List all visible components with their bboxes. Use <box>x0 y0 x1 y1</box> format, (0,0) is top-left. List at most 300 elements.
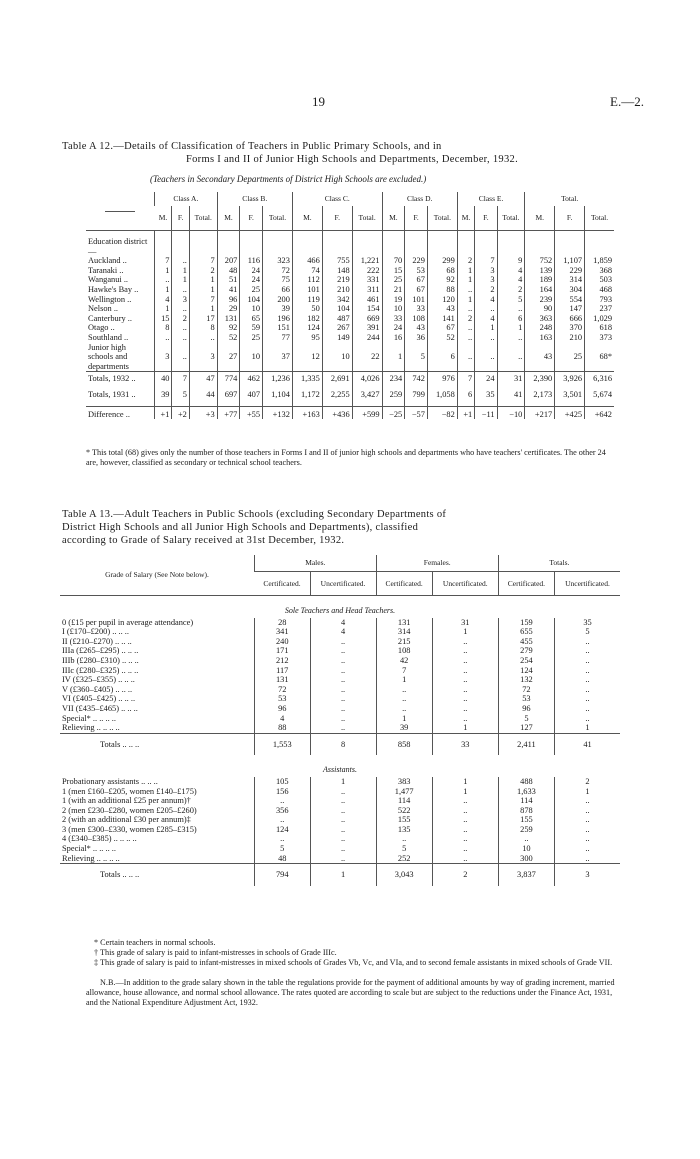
table-cell: 210 <box>322 285 352 295</box>
class-b-header: Class B. <box>217 192 292 206</box>
table-row <box>60 627 620 637</box>
totals-1931-row <box>86 390 614 406</box>
table-cell: 304 <box>555 285 585 295</box>
table-cell: 311 <box>352 285 382 295</box>
table-cell: 15 <box>382 266 405 276</box>
table-cell: 1,477 <box>376 787 432 797</box>
table-cell: 112 <box>292 275 322 285</box>
table-cell: 7 <box>189 256 217 266</box>
table-cell: 108 <box>405 314 428 324</box>
table-a12-footnote: * This total (68) gives only the number of those teachers in Forms I and II of junior high schools and departments who have teachers' certificates. The other 24 are, however, classified as secondary or technical school teachers. <box>86 448 606 467</box>
table-cell: 1 <box>310 777 376 787</box>
table-cell: 742 <box>405 372 428 390</box>
table-cell: 96 <box>217 295 240 305</box>
table-cell: 116 <box>240 256 263 266</box>
row-label: Nelson .. <box>88 304 119 314</box>
table-cell: .. <box>555 825 621 835</box>
table-cell: −57 <box>405 406 428 419</box>
table-cell: 5 <box>498 714 554 724</box>
table-cell: .. <box>155 275 172 285</box>
sub-header-cell: M. <box>457 206 474 231</box>
table-cell: 4,026 <box>352 372 382 390</box>
totals-header: Totals. <box>498 555 620 572</box>
table-cell: 77 <box>263 333 293 343</box>
table-cell: 3 <box>172 295 189 305</box>
table-cell: +1 <box>155 406 172 419</box>
table-cell: 7 <box>172 372 189 390</box>
grade-header: Grade of Salary (See Note below). <box>60 555 255 596</box>
table-cell: .. <box>172 256 189 266</box>
table-cell: 135 <box>376 825 432 835</box>
table-cell: 1,107 <box>555 256 585 266</box>
table-cell: .. <box>432 806 498 816</box>
table-cell: 33 <box>432 733 498 755</box>
table-cell: −25 <box>382 406 405 419</box>
table-row <box>86 266 614 276</box>
table-cell: 2 <box>457 256 474 266</box>
table-cell: 108 <box>376 646 432 656</box>
table-cell: 53 <box>405 266 428 276</box>
class-c-header: Class C. <box>292 192 382 206</box>
table-a12-title: Table A 12.—Details of Classification of Teachers in Public Primary Schools, and in Forms I and II of Junior High Schools and Departments, December, 1932. <box>62 141 518 165</box>
row-label: II (£210–£270) .. .. .. <box>62 636 132 646</box>
table-cell: 1 <box>155 285 172 295</box>
note-0: * Certain teachers in normal schools. <box>94 938 216 947</box>
table-cell: 59 <box>240 323 263 333</box>
table-cell: 461 <box>352 295 382 305</box>
table-cell: 6 <box>497 314 525 324</box>
table-cell: 5,674 <box>585 390 614 406</box>
table-cell: 3,926 <box>555 372 585 390</box>
table-cell: 5 <box>405 343 428 372</box>
table-cell: 1 <box>155 304 172 314</box>
sub-header-cell: Uncertificated. <box>555 572 621 596</box>
table-cell: 67 <box>405 285 428 295</box>
table-cell: 554 <box>555 295 585 305</box>
table-cell: 33 <box>405 304 428 314</box>
table-cell: .. <box>432 844 498 854</box>
table-cell: .. <box>555 694 621 704</box>
table-cell: 3 <box>555 864 621 886</box>
section-label-row <box>86 231 614 257</box>
sub-header-cell: Uncertificated. <box>432 572 498 596</box>
table-cell: .. <box>432 637 498 647</box>
table-cell: .. <box>310 675 376 685</box>
table-cell: .. <box>310 806 376 816</box>
table-cell: 331 <box>352 275 382 285</box>
table-cell: 522 <box>376 806 432 816</box>
table-cell: 244 <box>352 333 382 343</box>
table-cell: .. <box>310 666 376 676</box>
table-cell: .. <box>310 714 376 724</box>
table-cell: 96 <box>255 704 311 714</box>
table-cell: 75 <box>263 275 293 285</box>
table-cell: 1 <box>555 787 621 797</box>
table-cell: 666 <box>555 314 585 324</box>
table-cell: 300 <box>498 854 554 864</box>
table-cell: 2,411 <box>498 733 554 755</box>
table-cell: 215 <box>376 637 432 647</box>
table-cell: 1 <box>172 266 189 276</box>
note-2: ‡ This grade of salary is paid to infant-mistresses in mixed schools of Grades Vb, Vc, and VIa, and to second female assistants in mixed schools of Grade VII. <box>94 958 613 967</box>
table-cell: .. <box>432 834 498 844</box>
table-cell: 1,553 <box>255 733 311 755</box>
table-cell: 1 <box>155 266 172 276</box>
row-label: 2 (with an additional £30 per annum)‡ <box>62 815 191 825</box>
table-cell: 156 <box>255 787 311 797</box>
table-cell: 368 <box>585 266 614 276</box>
table-cell: 697 <box>217 390 240 406</box>
table-cell: .. <box>310 723 376 733</box>
row-label: 0 (£15 per pupil in average attendance) <box>62 617 194 627</box>
table-cell: 25 <box>555 343 585 372</box>
table-cell: 40 <box>155 372 172 390</box>
table-cell: .. <box>555 685 621 695</box>
table-cell: 466 <box>292 256 322 266</box>
row-label: Relieving .. .. .. .. <box>62 853 120 863</box>
table-cell: 1,058 <box>427 390 457 406</box>
table-row <box>60 787 620 797</box>
row-label: Auckland .. <box>88 256 127 266</box>
table-cell: 229 <box>555 266 585 276</box>
table-cell: .. <box>555 714 621 724</box>
table-cell: +599 <box>352 406 382 419</box>
table-cell: 39 <box>263 304 293 314</box>
table-cell: 356 <box>255 806 311 816</box>
totals-row <box>60 733 620 755</box>
table-cell: .. <box>310 685 376 695</box>
table-cell: +1 <box>457 406 474 419</box>
row-label: Wellington .. <box>88 294 132 304</box>
table-cell: 1,236 <box>263 372 293 390</box>
table-cell: 240 <box>255 637 311 647</box>
table-cell: 42 <box>376 656 432 666</box>
sub-header-cell: Certificated. <box>498 572 554 596</box>
row-label: Totals .. .. .. <box>60 733 255 755</box>
difference-row <box>86 406 614 419</box>
section-row <box>60 596 620 618</box>
note-3: N.B.—In addition to the grade salary shown in the table the regulations provide for the payment of additional amounts by way of grading increment, married allowance, house allowance, and normal school allowance. The rates quoted are according to scale but are subject to the reductions under the Finance Act, 1931, and the National Expenditure Adjustment Act, 1932. <box>86 978 615 1007</box>
table-cell: .. <box>432 815 498 825</box>
table-cell: 503 <box>585 275 614 285</box>
table-cell: .. <box>555 675 621 685</box>
table-cell: 3 <box>475 275 497 285</box>
table-cell: 383 <box>376 777 432 787</box>
table-cell: .. <box>555 704 621 714</box>
sub-header-cell: M. <box>382 206 405 231</box>
table-cell: 21 <box>382 285 405 295</box>
table-cell: 88 <box>255 723 311 733</box>
table-row <box>86 295 614 305</box>
table-cell: 5 <box>376 844 432 854</box>
row-label: 3 (men £300–£330, women £285–£315) <box>62 824 197 834</box>
table-cell: +163 <box>292 406 322 419</box>
table-cell: .. <box>555 854 621 864</box>
sub-header-row <box>86 206 614 231</box>
table-cell: 1 <box>497 323 525 333</box>
sub-header-cell: F. <box>555 206 585 231</box>
sub-header-cell: M. <box>292 206 322 231</box>
table-cell: 3 <box>189 343 217 372</box>
sub-header-cell: F. <box>405 206 428 231</box>
table-cell: .. <box>457 323 474 333</box>
row-label: Otago .. <box>88 323 115 333</box>
table-cell: .. <box>310 637 376 647</box>
table-cell: 259 <box>382 390 405 406</box>
table-a13 <box>60 555 620 886</box>
table-row <box>60 796 620 806</box>
sub-header-cell: Total. <box>585 206 614 231</box>
table-cell: 7 <box>376 666 432 676</box>
table-cell: 1 <box>432 777 498 787</box>
table-row <box>86 285 614 295</box>
table-cell: 119 <box>292 295 322 305</box>
row-label: V (£360–£405) .. .. .. <box>62 684 133 694</box>
table-cell: 4 <box>497 266 525 276</box>
table-cell: 455 <box>498 637 554 647</box>
table-cell: .. <box>172 323 189 333</box>
district-header <box>86 192 155 231</box>
table-cell: .. <box>457 285 474 295</box>
table-cell: .. <box>310 844 376 854</box>
table-cell: 72 <box>255 685 311 695</box>
table-cell: .. <box>310 815 376 825</box>
table-cell: 237 <box>585 304 614 314</box>
table-cell: 3,043 <box>376 864 432 886</box>
table-cell: .. <box>498 834 554 844</box>
row-label: Southland .. <box>88 332 129 342</box>
table-cell: 25 <box>240 285 263 295</box>
table-cell: 88 <box>427 285 457 295</box>
table-cell: .. <box>310 694 376 704</box>
table-cell: 25 <box>240 333 263 343</box>
table-cell: .. <box>255 796 311 806</box>
table-cell: 4 <box>155 295 172 305</box>
table-cell: 148 <box>322 266 352 276</box>
table-cell: 4 <box>310 627 376 637</box>
table-cell: −11 <box>475 406 497 419</box>
table-cell: 7 <box>155 256 172 266</box>
table-cell: 407 <box>240 390 263 406</box>
table-cell: 9 <box>497 256 525 266</box>
table-cell: 342 <box>322 295 352 305</box>
table-cell: +55 <box>240 406 263 419</box>
table-cell: 618 <box>585 323 614 333</box>
table-cell: 95 <box>292 333 322 343</box>
table-row <box>60 777 620 787</box>
note-1: † This grade of salary is paid to infant-mistresses in schools of Grade IIIc. <box>94 948 337 957</box>
table-cell: 7 <box>189 295 217 305</box>
table-cell: .. <box>432 666 498 676</box>
table-cell: 200 <box>263 295 293 305</box>
table-cell: 229 <box>405 256 428 266</box>
table-row <box>60 666 620 676</box>
row-label: 2 (men £230–£280, women £205–£260) <box>62 805 197 815</box>
table-row <box>86 314 614 324</box>
table-cell: 1 <box>189 304 217 314</box>
table-cell: .. <box>497 304 525 314</box>
table-cell: 323 <box>263 256 293 266</box>
table-cell: 141 <box>427 314 457 324</box>
table-cell: .. <box>432 685 498 695</box>
row-label: 1 (men £160–£205, women £140–£175) <box>62 786 197 796</box>
table-cell: 39 <box>376 723 432 733</box>
table-cell: .. <box>555 656 621 666</box>
table-row <box>86 323 614 333</box>
table-cell: 24 <box>475 372 497 390</box>
table-cell: .. <box>555 666 621 676</box>
row-label: Totals, 1932 .. <box>86 372 155 390</box>
table-cell: 468 <box>585 285 614 295</box>
table-cell: 196 <box>263 314 293 324</box>
table-cell: 1 <box>376 714 432 724</box>
table-cell: 24 <box>382 323 405 333</box>
table-cell: +425 <box>555 406 585 419</box>
table-cell: 4 <box>497 275 525 285</box>
table-cell: .. <box>310 646 376 656</box>
table-cell: 2 <box>432 864 498 886</box>
table-cell: .. <box>475 343 497 372</box>
table-cell: 72 <box>263 266 293 276</box>
row-label: IIIc (£280–£325) .. .. .. <box>62 665 139 675</box>
sub-header-cell: Total. <box>427 206 457 231</box>
table-cell: .. <box>475 333 497 343</box>
table-cell: 47 <box>189 372 217 390</box>
row-label: Probationary assistants .. .. .. <box>62 776 158 786</box>
table-cell: 858 <box>376 733 432 755</box>
page-code: E.—2. <box>610 94 644 109</box>
table-row <box>60 685 620 695</box>
table-cell: 28 <box>255 618 311 628</box>
table-cell: 222 <box>352 266 382 276</box>
table-cell: 92 <box>427 275 457 285</box>
table-cell: 10 <box>322 343 352 372</box>
table-cell: .. <box>432 694 498 704</box>
row-label: Junior high schools and departments <box>88 342 129 371</box>
sub-header-cell: F. <box>475 206 497 231</box>
table-cell: 3,427 <box>352 390 382 406</box>
table-cell: 139 <box>525 266 555 276</box>
table-cell: 1 <box>432 627 498 637</box>
table-cell: 43 <box>525 343 555 372</box>
row-label: Special* .. .. .. .. <box>62 844 116 854</box>
table-cell: .. <box>555 796 621 806</box>
table-cell: .. <box>376 834 432 844</box>
table-row <box>86 333 614 343</box>
table-cell: 2 <box>475 285 497 295</box>
table-cell: −10 <box>497 406 525 419</box>
table-cell: 2,255 <box>322 390 352 406</box>
table-cell: 1 <box>432 723 498 733</box>
table-cell: 752 <box>525 256 555 266</box>
table-cell: .. <box>432 675 498 685</box>
table-cell: 4 <box>475 314 497 324</box>
table-cell: 4 <box>475 295 497 305</box>
table-cell: 755 <box>322 256 352 266</box>
table-cell: 2 <box>457 314 474 324</box>
table-cell: 1,104 <box>263 390 293 406</box>
table-cell: 5 <box>497 295 525 305</box>
table-cell: 212 <box>255 656 311 666</box>
table-cell: 67 <box>427 323 457 333</box>
table-cell: 3 <box>475 266 497 276</box>
table-cell: 1,029 <box>585 314 614 324</box>
class-d-header: Class D. <box>382 192 457 206</box>
table-cell: 68* <box>585 343 614 372</box>
table-cell: 976 <box>427 372 457 390</box>
table-cell: 248 <box>525 323 555 333</box>
table-cell: 1 <box>457 295 474 305</box>
table-cell: 234 <box>382 372 405 390</box>
table-cell: 105 <box>255 777 311 787</box>
row-label: Totals, 1931 .. <box>88 389 136 399</box>
table-cell: 36 <box>405 333 428 343</box>
table-cell: 239 <box>525 295 555 305</box>
table-cell: 1 <box>310 864 376 886</box>
table-cell: 341 <box>255 627 311 637</box>
table-cell: .. <box>432 854 498 864</box>
table-cell: 1,633 <box>498 787 554 797</box>
table-cell: .. <box>475 304 497 314</box>
table-cell: 1,335 <box>292 372 322 390</box>
row-label: IV (£325–£355) .. .. .. <box>62 675 135 685</box>
row-label: IIIb (£280–£310) .. .. .. <box>62 655 139 665</box>
table-cell: .. <box>310 854 376 864</box>
table-cell: 19 <box>382 295 405 305</box>
table-cell: 655 <box>498 627 554 637</box>
table-cell: 124 <box>292 323 322 333</box>
table-a13-title: Table A 13.—Adult Teachers in Public Schools (excluding Secondary Departments of District High Schools and all Junior High Schools and Departments), classified according to Grade of Salary received at 31st December, 1932. <box>62 509 447 546</box>
table-cell: 1 <box>189 285 217 295</box>
row-label: VII (£435–£465) .. .. .. <box>62 703 138 713</box>
table-cell: 66 <box>263 285 293 295</box>
table-cell: 8 <box>310 733 376 755</box>
table-cell: 2 <box>189 266 217 276</box>
sub-header-cell: Certificated. <box>255 572 311 596</box>
row-label: Difference .. <box>86 406 155 419</box>
table-cell: 10 <box>498 844 554 854</box>
section-title: Assistants. <box>322 765 357 775</box>
section-row <box>60 755 620 777</box>
table-cell: −82 <box>427 406 457 419</box>
row-label: IIIa (£265–£295) .. .. .. <box>62 646 139 656</box>
table-row <box>60 656 620 666</box>
table-cell: 669 <box>352 314 382 324</box>
row-label: Wanganui .. <box>88 275 129 285</box>
class-e-header: Class E. <box>457 192 525 206</box>
table-cell: 5 <box>255 844 311 854</box>
table-cell: .. <box>432 646 498 656</box>
section-label: Education district— <box>88 237 148 256</box>
table-cell: .. <box>555 806 621 816</box>
table-cell: 131 <box>376 618 432 628</box>
sub-header-cell: M. <box>217 206 240 231</box>
table-cell: .. <box>172 285 189 295</box>
males-header: Males. <box>255 555 377 572</box>
table-cell: 52 <box>427 333 457 343</box>
table-cell: 151 <box>263 323 293 333</box>
table-cell: 219 <box>322 275 352 285</box>
totals-row <box>60 864 620 886</box>
table-cell: 10 <box>240 343 263 372</box>
row-label: Totals .. .. .. <box>60 864 255 886</box>
table-cell: 4 <box>255 714 311 724</box>
table-cell: .. <box>255 815 311 825</box>
table-row <box>86 256 614 266</box>
table-cell: 259 <box>498 825 554 835</box>
sub-header-cell: Certificated. <box>376 572 432 596</box>
table-cell: 1,859 <box>585 256 614 266</box>
